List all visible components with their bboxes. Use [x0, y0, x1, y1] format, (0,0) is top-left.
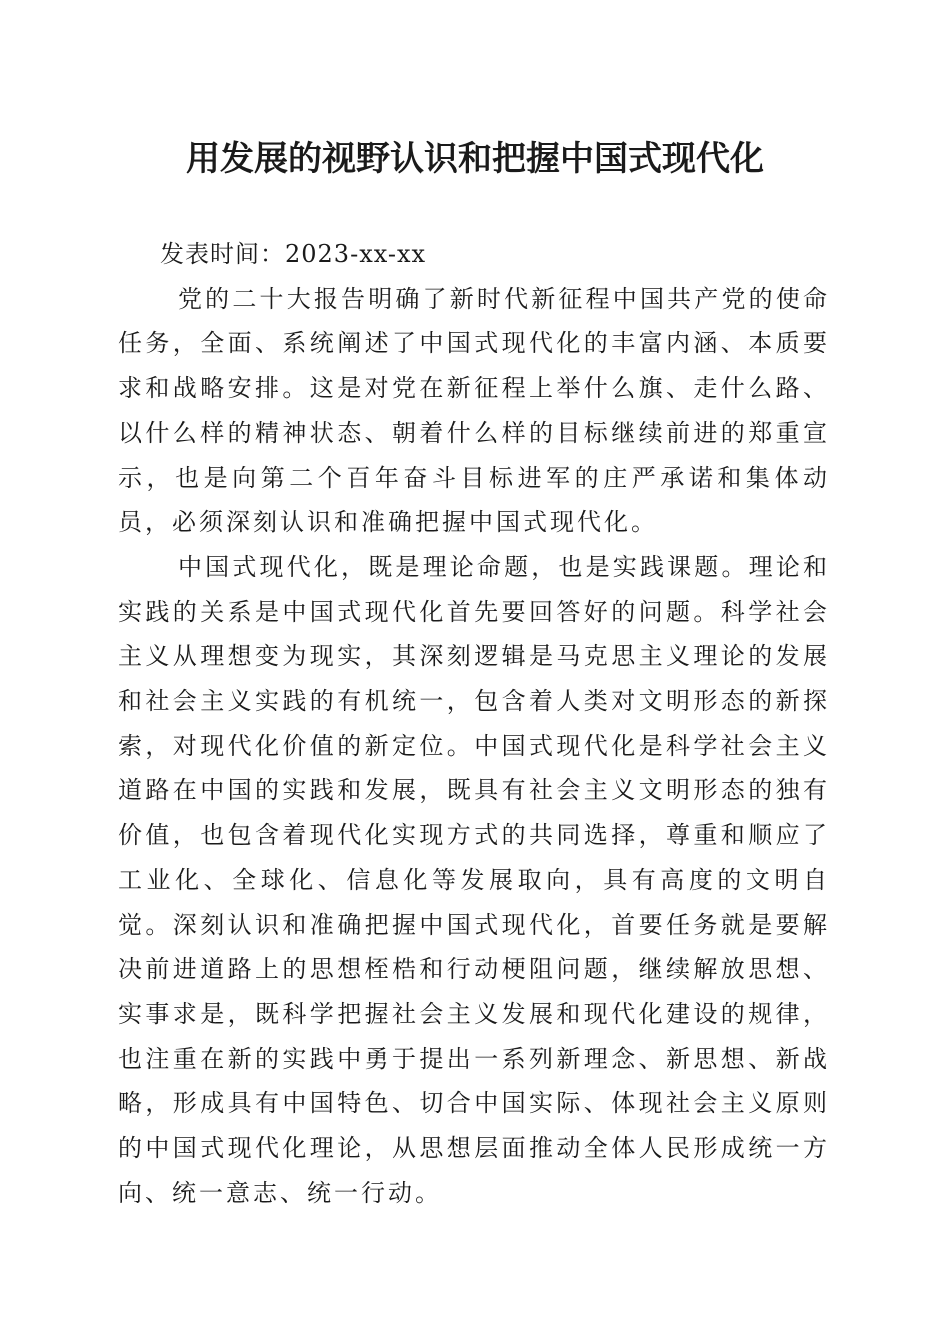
publish-date-line — [118, 232, 830, 277]
publish-date-value: 2023-xx-xx — [285, 240, 427, 268]
document-body — [118, 232, 830, 1215]
publish-date-label: 发表时间： — [160, 240, 285, 268]
paragraph-2: 中国式现代化，既是理论命题，也是实践课题。理论和实践的关系是中国式现代化首先要回答好的问题。科学社会主义从理想变为现实，其深刻逻辑是马克思主义理论的发展和社会主义实践的有机统一，包含着人类对文明形态的新探索，对现代化价值的新定位。中国式现代化是科学社会主义道路在中国的实践和发展，既具有社会主义文明形态的独有价值，也包含着现代化实现方式的共同选择，尊重和顺应了工业化、全球化、信息化等发展取向，具有高度的文明自觉。深刻认识和准确把握中国式现代化，首要任务就是要解决前进道路上的思想桎梏和行动梗阻问题，继续解放思想、实事求是，既科学把握社会主义发展和现代化建设的规律，也注重在新的实践中勇于提出一系列新理念、新思想、新战略，形成具有中国特色、切合中国实际、体现社会主义原则的中国式现代化理论，从思想层面推动全体人民形成统一方向、统一意志、统一行动。 — [118, 552, 830, 1207]
paragraph-1: 党的二十大报告明确了新时代新征程中国共产党的使命任务，全面、系统阐述了中国式现代化的丰富内涵、本质要求和战略安排。这是对党在新征程上举什么旗、走什么路、以什么样的精神状态、朝着什么样的目标继续前进的郑重宣示，也是向第二个百年奋斗目标进军的庄严承诺和集体动员，必须深刻认识和准确把握中国式现代化。 — [118, 284, 830, 537]
document-title: 用发展的视野认识和把握中国式现代化 — [186, 139, 764, 179]
